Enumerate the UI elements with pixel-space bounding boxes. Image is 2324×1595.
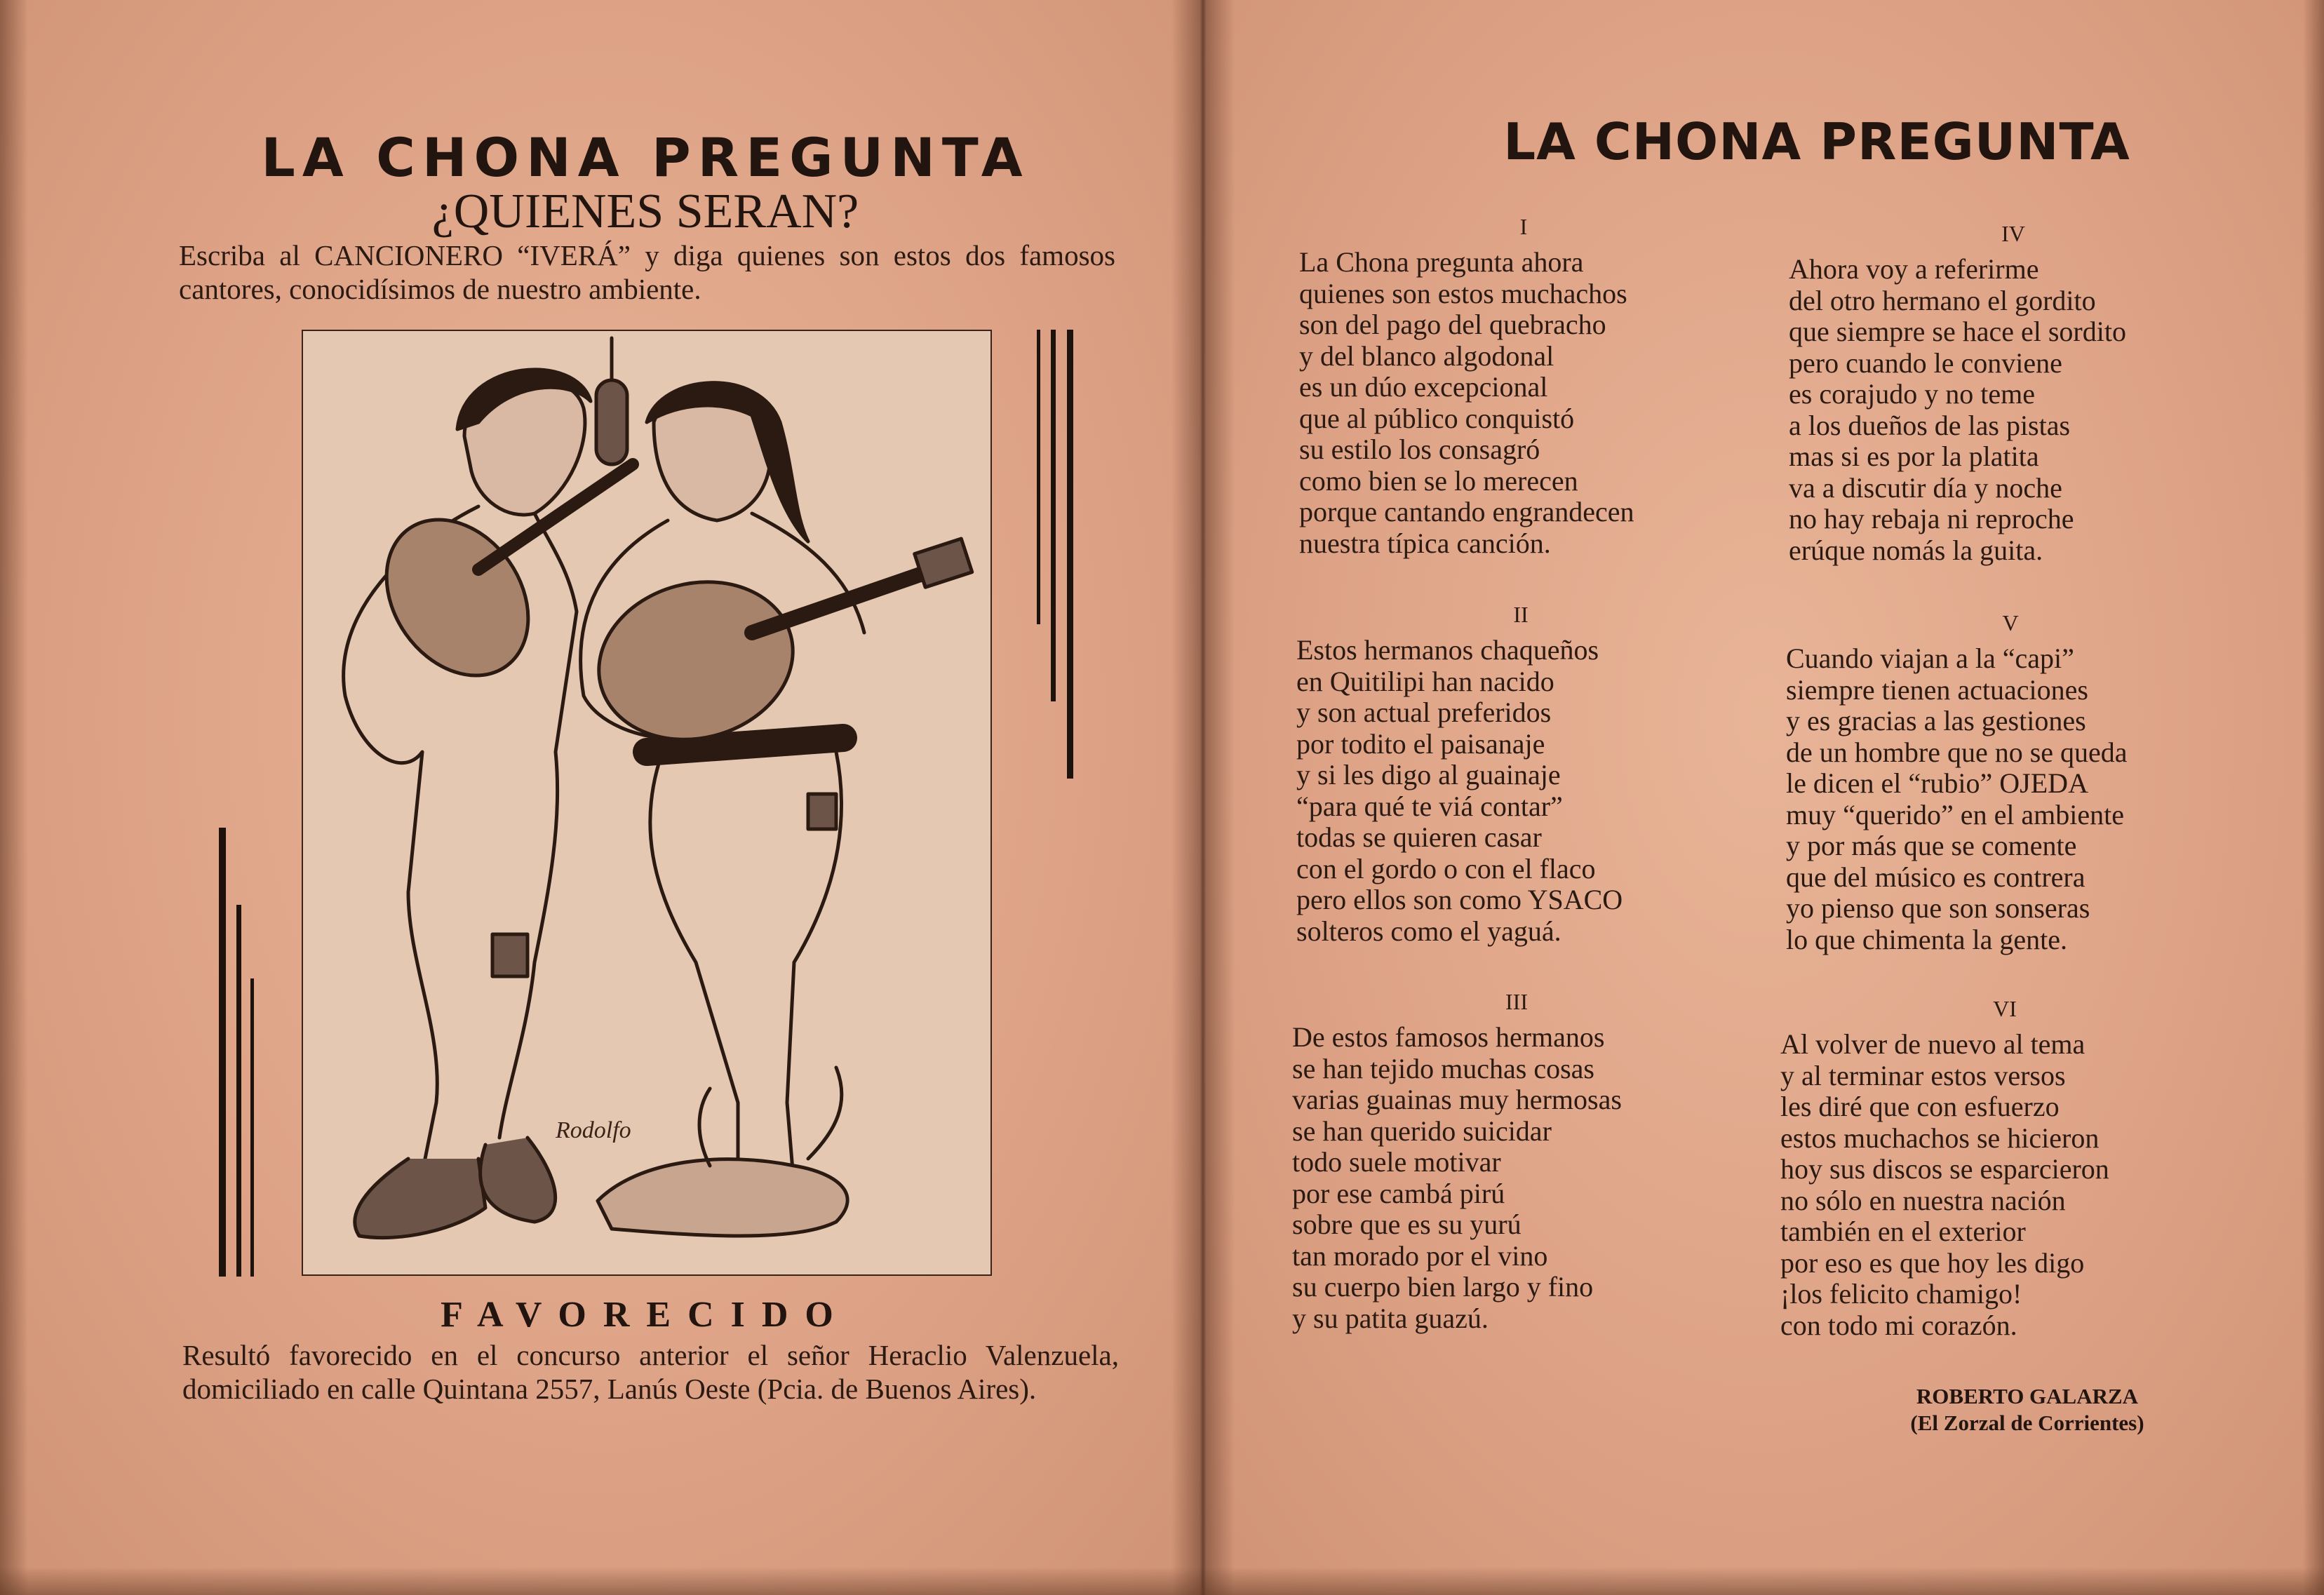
verse-line: por ese cambá pirú bbox=[1292, 1177, 1505, 1209]
verse-line: varias guainas muy hermosas bbox=[1292, 1084, 1622, 1115]
verse-line: y son actual preferidos bbox=[1296, 696, 1552, 728]
verse-line: que al público conquistó bbox=[1299, 402, 1575, 434]
verse-line: Cuando viajan a la “capi” bbox=[1786, 642, 2074, 674]
verse-line: nuestra típica canción. bbox=[1299, 527, 1551, 559]
verse-line: es corajudo y no teme bbox=[1789, 378, 2035, 410]
verse-line: va a discutir día y noche bbox=[1789, 471, 2062, 504]
verse-line: sobre que es su yurú bbox=[1292, 1209, 1522, 1240]
decorative-bar bbox=[1037, 330, 1040, 624]
verse-line: no hay rebaja ni reproche bbox=[1789, 503, 2074, 534]
verse-line: La Chona pregunta ahora bbox=[1299, 246, 1584, 278]
decorative-bar bbox=[219, 828, 226, 1277]
page-edge-shadow bbox=[0, 1567, 2324, 1595]
verse-line: hoy sus discos se esparcieron bbox=[1780, 1153, 2109, 1185]
two-guitar-singers-caricature-icon bbox=[303, 331, 990, 1274]
verse-line: lo que chimenta la gente. bbox=[1786, 923, 2067, 955]
verse-line: y si les digo al guainaje bbox=[1296, 759, 1561, 790]
verse-line: pero ellos son como YSACO bbox=[1296, 884, 1623, 915]
verse-line: ¡los felicito chamigo! bbox=[1780, 1278, 2022, 1310]
verse-line: y es gracias a las gestiones bbox=[1786, 705, 2086, 736]
verse-line: mas si es por la platita bbox=[1789, 440, 2039, 472]
verse-line: estos muchachos se hicieron bbox=[1780, 1122, 2100, 1154]
verse-line: y por más que se comente bbox=[1786, 830, 2077, 861]
verse-line: quienes son estos muchachos bbox=[1299, 277, 1627, 309]
left-page-subtitle: ¿QUIENES SERAN? bbox=[431, 184, 859, 238]
verse-line: todas se quieren casar bbox=[1296, 821, 1542, 853]
verse-line: solteros como el yaguá. bbox=[1296, 915, 1561, 947]
verse-line: y su patita guazú. bbox=[1292, 1302, 1489, 1334]
book-gutter bbox=[1171, 0, 1235, 1595]
decorative-bar bbox=[236, 905, 241, 1277]
verse-line: con todo mi corazón. bbox=[1780, 1309, 2017, 1341]
right-page-title: LA CHONA PREGUNTA bbox=[1503, 112, 2130, 171]
verse-line: yo pienso que son sonseras bbox=[1786, 892, 2090, 924]
author-name: ROBERTO GALARZA bbox=[1916, 1384, 2139, 1408]
verse-line: De estos famosos hermanos bbox=[1292, 1021, 1605, 1053]
left-page-title: LA CHONA PREGUNTA bbox=[261, 126, 1030, 189]
stanza-ii bbox=[1296, 602, 1745, 947]
verse-line: que siempre se hace el sordito bbox=[1789, 316, 2126, 347]
contest-instructions: Escriba al CANCIONERO “IVERÁ” y diga quienes son estos dos famosos cantores, conocidísimos de nuestro ambiente. bbox=[179, 239, 1115, 305]
verse-line: que del músico es contrera bbox=[1786, 861, 2085, 893]
verse-line: le dicen el “rubio” OJEDA bbox=[1786, 767, 2088, 799]
verse-line: Al volver de nuevo al tema bbox=[1780, 1028, 2085, 1060]
verse-line: no sólo en nuestra nación bbox=[1780, 1184, 2066, 1216]
author-alias: (El Zorzal de Corrientes) bbox=[1910, 1411, 2144, 1435]
verse-line: a los dueños de las pistas bbox=[1789, 409, 2071, 441]
stanza-i bbox=[1299, 214, 1748, 559]
verse-line: se han tejido muchas cosas bbox=[1292, 1052, 1594, 1084]
verse-line: Ahora voy a referirme bbox=[1789, 253, 2039, 285]
verse-line: es un dúo excepcional bbox=[1299, 371, 1548, 403]
stanza-number: VI bbox=[1993, 996, 2017, 1021]
verse-line: y del blanco algodonal bbox=[1299, 339, 1554, 372]
stanza-number: III bbox=[1505, 989, 1528, 1014]
verse-line: en Quitilipi han nacido bbox=[1296, 665, 1554, 697]
decorative-bar bbox=[1067, 330, 1073, 779]
verse-line: se han querido suicidar bbox=[1292, 1115, 1552, 1147]
verse-line: son del pago del quebracho bbox=[1299, 309, 1606, 340]
stanza-number: IV bbox=[2001, 221, 2025, 246]
page-edge-shadow bbox=[2303, 0, 2324, 1595]
verse-line: por todito el paisanaje bbox=[1296, 727, 1545, 760]
verse-line: por eso es que hoy les digo bbox=[1780, 1246, 2085, 1279]
page-edge-shadow bbox=[0, 0, 28, 1595]
verse-line: Estos hermanos chaqueños bbox=[1296, 634, 1599, 666]
verse-line: “para qué te viá contar” bbox=[1296, 790, 1563, 822]
verse-line: como bien se lo merecen bbox=[1299, 464, 1578, 497]
caricature-illustration bbox=[302, 330, 992, 1276]
verse-line: su estilo los consagró bbox=[1299, 433, 1540, 465]
verse-line: su cuerpo bien largo y fino bbox=[1292, 1271, 1594, 1303]
favorecido-heading: FAVORECIDO bbox=[441, 1295, 850, 1335]
verse-line: les diré que con esfuerzo bbox=[1780, 1091, 2060, 1122]
illustration-signature: Rodolfo bbox=[556, 1117, 631, 1143]
verse-line: erúque nomás la guita. bbox=[1789, 534, 2043, 566]
stanza-vi bbox=[1780, 996, 2229, 1341]
verse-line: del otro hermano el gordito bbox=[1789, 284, 2096, 316]
verse-line: también en el exterior bbox=[1780, 1216, 2026, 1247]
stanza-iv bbox=[1789, 221, 2238, 566]
stanza-number: II bbox=[1513, 602, 1529, 627]
verse-line: tan morado por el vino bbox=[1292, 1239, 1548, 1272]
decorative-bar bbox=[1051, 330, 1056, 701]
stanza-v bbox=[1786, 610, 2235, 955]
verse-line: y al terminar estos versos bbox=[1780, 1059, 2066, 1091]
verse-line: con el gordo o con el flaco bbox=[1296, 852, 1596, 884]
author-signature bbox=[1880, 1383, 2175, 1436]
verse-line: muy “querido” en el ambiente bbox=[1786, 798, 2125, 830]
stanza-iii bbox=[1292, 989, 1741, 1334]
stanza-number: I bbox=[1519, 214, 1528, 239]
verse-line: pero cuando le conviene bbox=[1789, 346, 2062, 379]
stanza-number: V bbox=[2002, 610, 2019, 635]
verse-line: de un hombre que no se queda bbox=[1786, 736, 2128, 768]
verse-line: todo suele motivar bbox=[1292, 1146, 1501, 1178]
verse-line: porque cantando engrandecen bbox=[1299, 496, 1634, 527]
favorecido-text: Resultó favorecido en el concurso anterior el señor Heraclio Valenzuela, domiciliado en calle Quintana 2557, Lanús Oeste (Pcia. de Buenos Aires). bbox=[182, 1339, 1119, 1405]
decorative-bar bbox=[250, 978, 254, 1277]
verse-line: siempre tienen actuaciones bbox=[1786, 673, 2088, 706]
